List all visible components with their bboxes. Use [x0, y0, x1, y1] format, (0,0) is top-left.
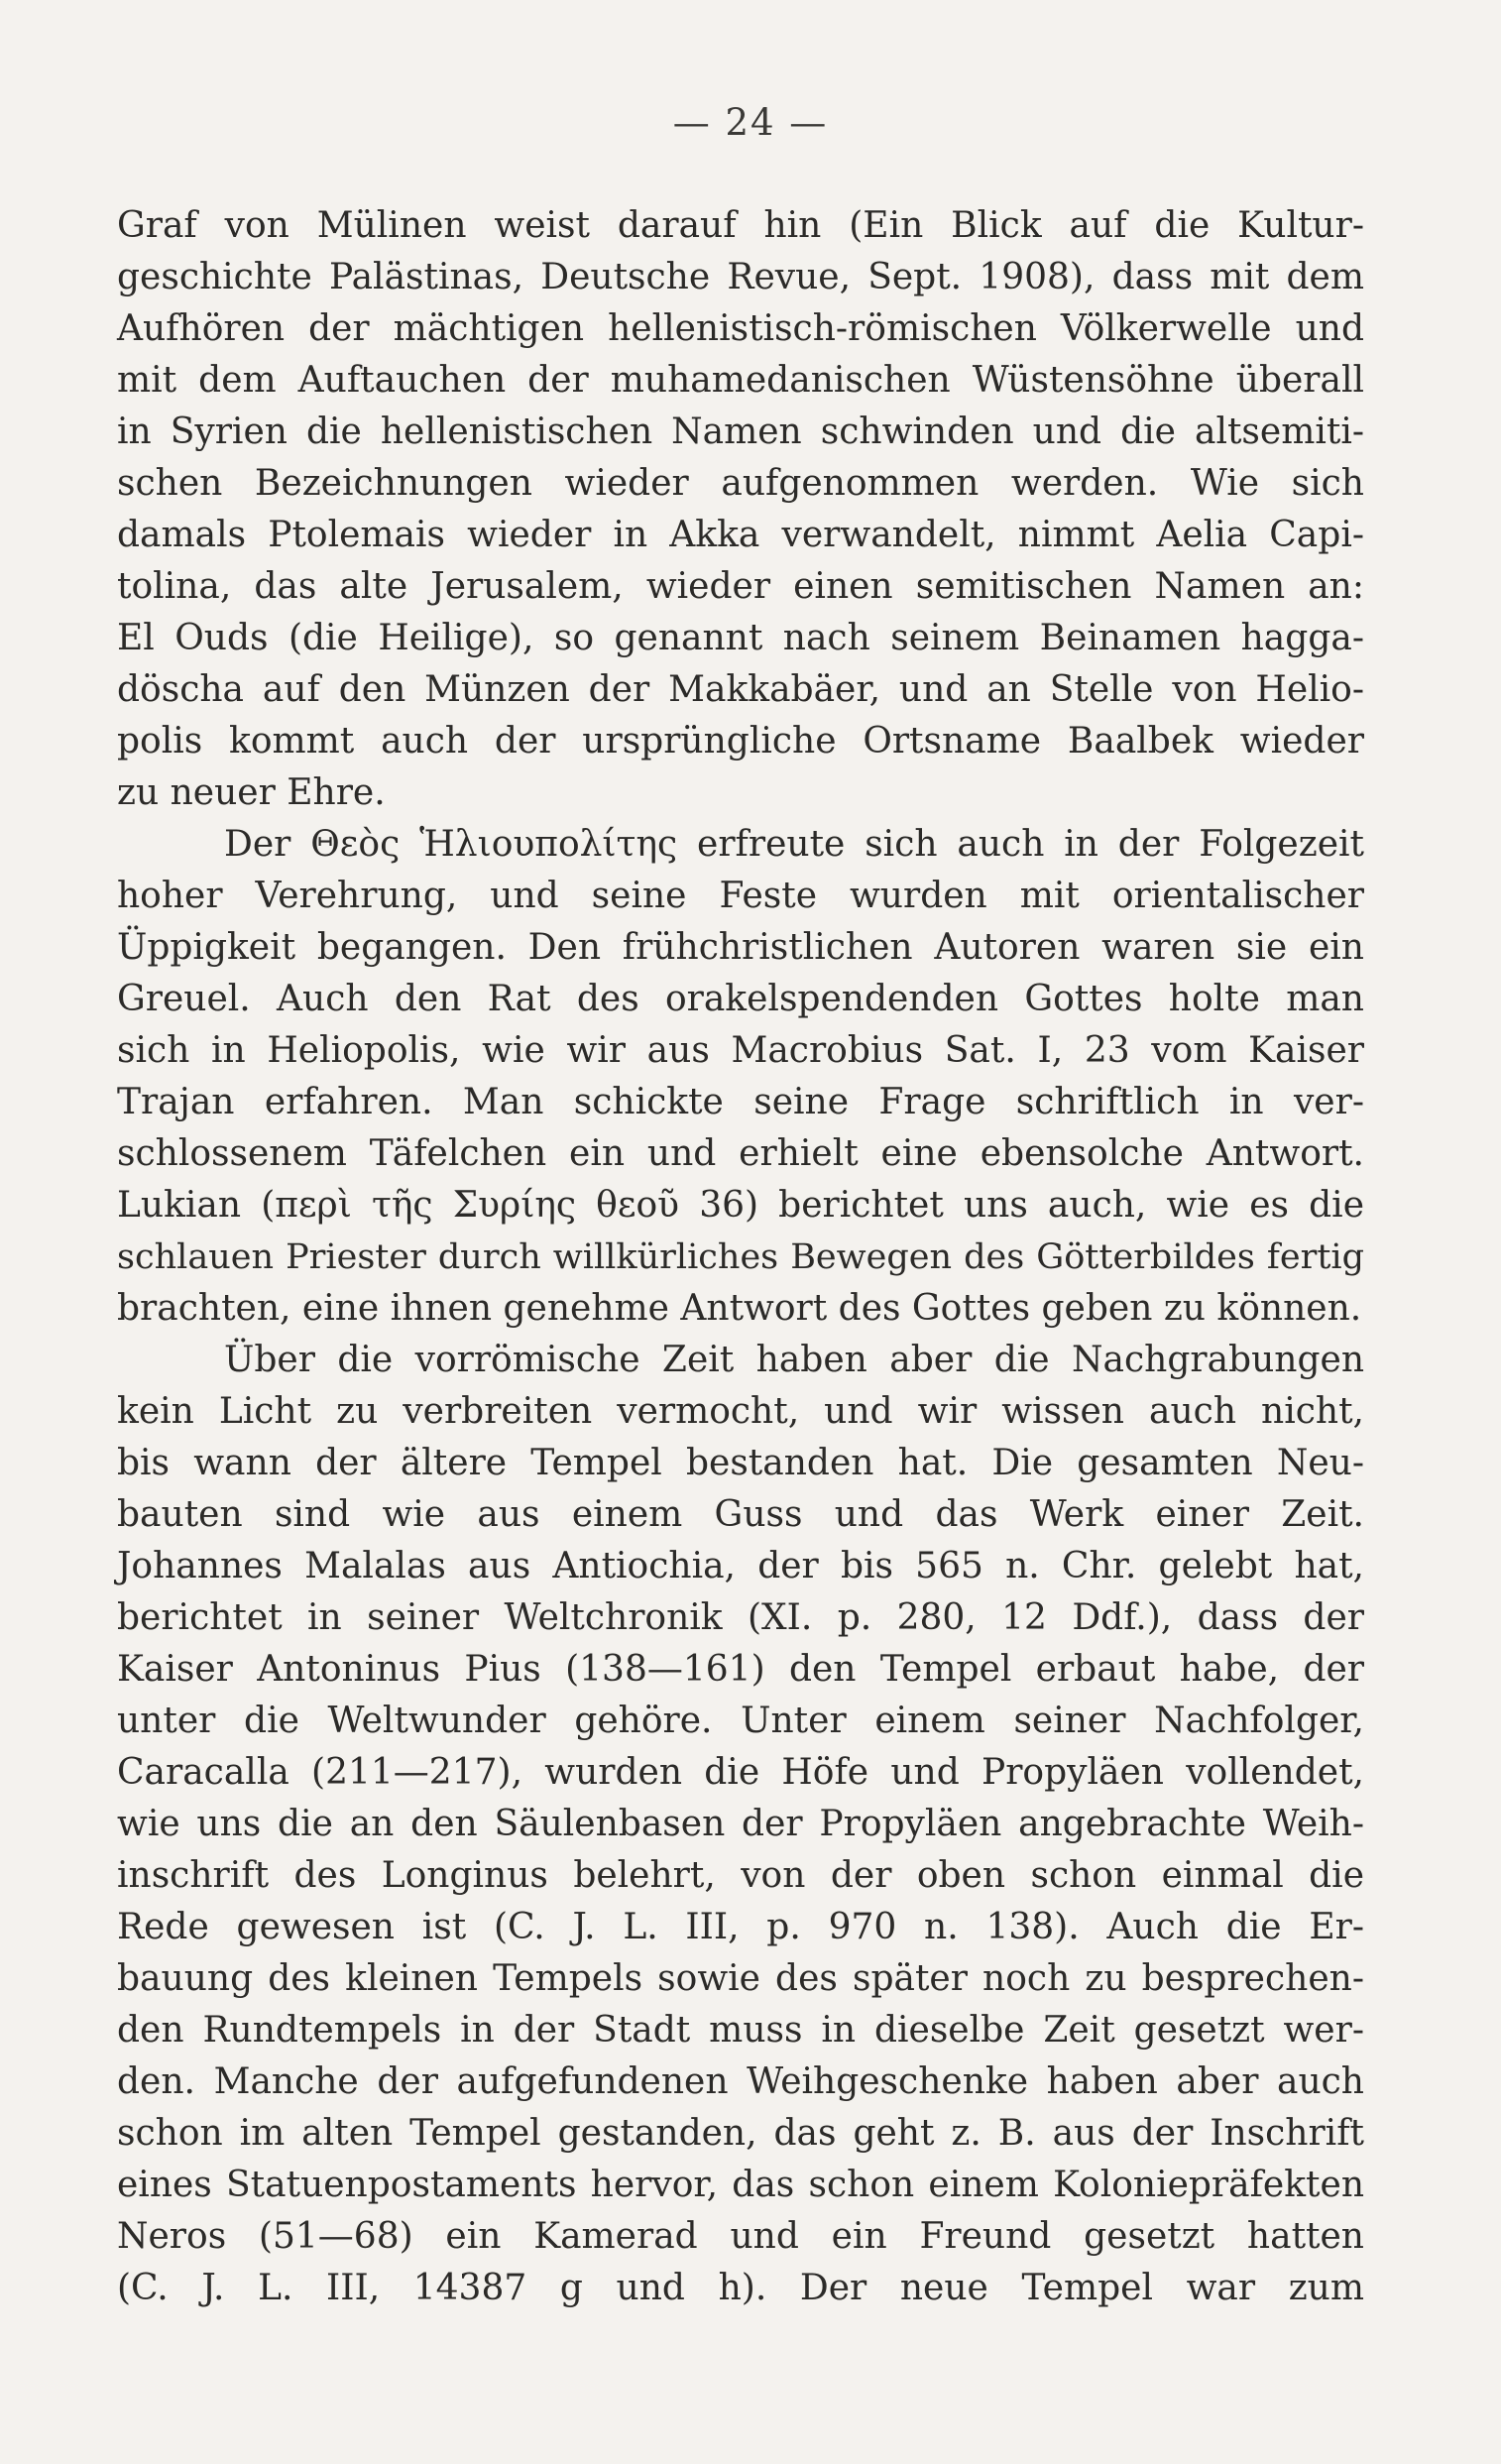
text-line: Lukian (περὶ τῆς Συρίης θεοῦ 36) berichtet uns auch, wie es die — [117, 1185, 1364, 1226]
text-line: (C. J. L. III, 14387 g und h). Der neue Tempel war zum — [117, 2268, 1364, 2308]
text-line: Über die vorrömische Zeit haben aber die Nachgrabungen — [224, 1340, 1364, 1380]
text-line: Johannes Malalas aus Antiochia, der bis 565 n. Chr. gelebt hat, — [117, 1546, 1364, 1586]
text-line: damals Ptolemais wieder in Akka verwandelt, nimmt Aelia Capi- — [117, 515, 1364, 555]
text-line: döscha auf den Münzen der Makkabäer, und an Stelle von Helio- — [117, 669, 1364, 710]
text-line: Caracalla (211—217), wurden die Höfe und Propyläen vollendet, — [117, 1752, 1364, 1793]
text-line: zu neuer Ehre. — [117, 772, 386, 813]
text-line: den. Manche der aufgefundenen Weihgeschenke haben aber auch — [117, 2061, 1364, 2102]
page-number: — 24 — — [672, 101, 829, 144]
text-line: unter die Weltwunder gehöre. Unter einem seiner Nachfolger, — [117, 1701, 1364, 1741]
text-line: schen Bezeichnungen wieder aufgenommen werden. Wie sich — [117, 463, 1364, 504]
text-line: inschrift des Longinus belehrt, von der oben schon einmal die — [117, 1855, 1364, 1896]
text-line: bauung des kleinen Tempels sowie des später noch zu besprechen- — [117, 1958, 1364, 1999]
text-line: eines Statuenpostaments hervor, das schon einem Koloniepräfekten — [117, 2165, 1364, 2205]
text-line: kein Licht zu verbreiten vermocht, und wir wissen auch nicht, — [117, 1391, 1364, 1432]
text-line: schlossenem Täfelchen ein und erhielt eine ebensolche Antwort. — [117, 1133, 1364, 1174]
text-line: El Ouds (die Heilige), so genannt nach seinem Beinamen hagga- — [117, 618, 1364, 658]
text-line: polis kommt auch der ursprüngliche Ortsname Baalbek wieder — [117, 721, 1364, 762]
text-line: brachten, eine ihnen genehme Antwort des Gottes geben zu können. — [117, 1288, 1362, 1329]
text-line: schon im alten Tempel gestanden, das geht z. B. aus der Inschrift — [117, 2113, 1364, 2154]
text-line: schlauen Priester durch willkürliches Bewegen des Götterbildes fertig — [117, 1236, 1364, 1277]
text-line: Kaiser Antoninus Pius (138—161) den Tempel erbaut habe, der — [117, 1649, 1364, 1690]
text-line: Der Θεὸς Ἡλιουπολίτης erfreute sich auch in der Folgezeit — [224, 824, 1364, 865]
text-line: berichtet in seiner Weltchronik (XI. p. 280, 12 Ddf.), dass der — [117, 1597, 1364, 1638]
text-line: hoher Verehrung, und seine Feste wurden mit orientalischer — [117, 876, 1364, 916]
text-line: in Syrien die hellenistischen Namen schwinden und die altsemiti- — [117, 411, 1364, 452]
text-line: Üppigkeit begangen. Den frühchristlichen Autoren waren sie ein — [117, 927, 1364, 968]
text-line: Aufhören der mächtigen hellenistisch-römischen Völkerwelle und — [117, 308, 1364, 349]
body-text — [117, 200, 1364, 2314]
text-line: Greuel. Auch den Rat des orakelspendenden Gottes holte man — [117, 979, 1364, 1019]
text-line: Graf von Mülinen weist darauf hin (Ein Blick auf die Kultur- — [117, 205, 1364, 246]
text-line: den Rundtempels in der Stadt muss in dieselbe Zeit gesetzt wer- — [117, 2010, 1364, 2051]
text-line: wie uns die an den Säulenbasen der Propyläen angebrachte Weih- — [117, 1804, 1364, 1844]
text-line: Trajan erfahren. Man schickte seine Frage schriftlich in ver- — [117, 1082, 1364, 1122]
text-line: bauten sind wie aus einem Guss und das Werk einer Zeit. — [117, 1494, 1364, 1535]
text-line: Rede gewesen ist (C. J. L. III, p. 970 n. 138). Auch die Er- — [117, 1907, 1364, 1947]
text-line: mit dem Auftauchen der muhamedanischen Wüstensöhne überall — [117, 360, 1364, 401]
text-line: Neros (51—68) ein Kamerad und ein Freund gesetzt hatten — [117, 2216, 1364, 2257]
text-line: geschichte Palästinas, Deutsche Revue, Sept. 1908), dass mit dem — [117, 257, 1364, 297]
text-line: sich in Heliopolis, wie wir aus Macrobius Sat. I, 23 vom Kaiser — [117, 1030, 1364, 1071]
text-line: bis wann der ältere Tempel bestanden hat. Die gesamten Neu- — [117, 1443, 1364, 1483]
text-line: tolina, das alte Jerusalem, wieder einen semitischen Namen an: — [117, 566, 1364, 607]
